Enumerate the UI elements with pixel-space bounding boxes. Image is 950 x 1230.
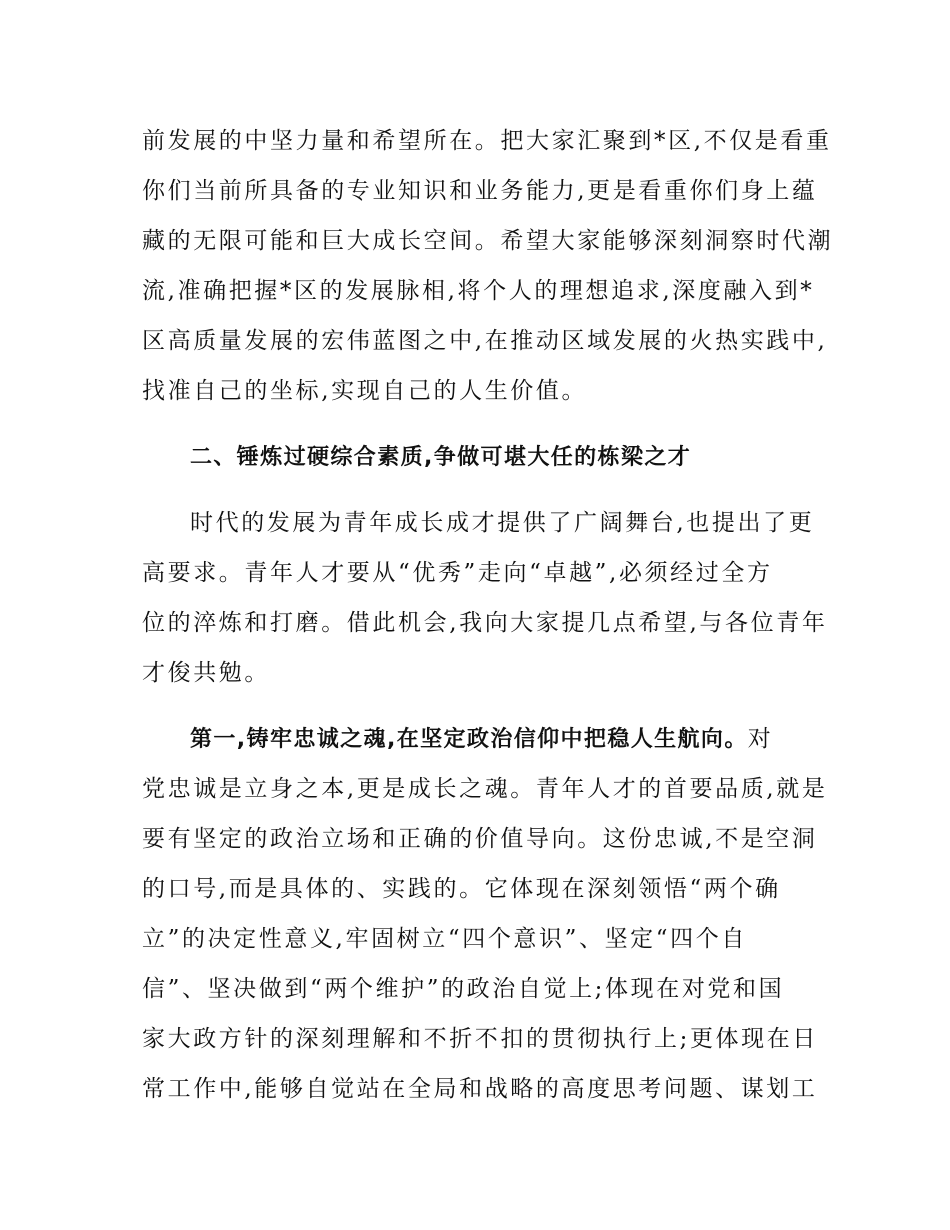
para1-line-3: 藏的无限可能和巨大成长空间。希望大家能够深刻洞察时代潮 bbox=[142, 228, 834, 254]
section-heading-2: 二、锤炼过硬综合素质,争做可堪大任的栋梁之才 bbox=[190, 445, 692, 470]
para3-line-4: 的口号,而是具体的、实践的。它体现在深刻领悟“两个确 bbox=[142, 876, 781, 902]
para3-lead-rest: 对 bbox=[747, 726, 774, 752]
para3-line-8: 常工作中,能够自觉站在全局和战略的高度思考问题、谋划工 bbox=[142, 1076, 818, 1102]
para2-line-1: 时代的发展为青年成长成才提供了广阔舞台,也提出了更 bbox=[190, 510, 815, 536]
para3-line-7: 家大政方针的深刻理解和不折不扣的贯彻执行上;更体现在日 bbox=[142, 1026, 818, 1052]
para1-line-1: 前发展的中坚力量和希望所在。把大家汇聚到*区,不仅是看重 bbox=[142, 128, 832, 154]
para3-line-1 bbox=[190, 724, 773, 755]
para3-line-3: 要有坚定的政治立场和正确的价值导向。这份忠诚,不是空洞 bbox=[142, 826, 818, 852]
para1-line-6: 找准自己的坐标,实现自己的人生价值。 bbox=[142, 378, 588, 404]
para3-line-6: 信”、坚决做到“两个维护”的政治自觉上;体现在对党和国 bbox=[142, 976, 785, 1002]
para2-line-3: 位的淬炼和打磨。借此机会,我向大家提几点希望,与各位青年 bbox=[142, 610, 828, 636]
para1-line-4: 流,准确把握*区的发展脉相,将个人的理想追求,深度融入到* bbox=[142, 278, 815, 304]
para2-line-2: 高要求。青年人才要从“优秀”走向“卓越”,必须经过全方 bbox=[142, 560, 773, 586]
para1-line-2: 你们当前所具备的专业知识和业务能力,更是看重你们身上蕴 bbox=[142, 178, 818, 204]
para3-line-5: 立”的决定性意义,牢固树立“四个意识”、坚定“四个自 bbox=[142, 926, 747, 952]
para2-line-4: 才俊共勉。 bbox=[142, 660, 270, 686]
para1-line-5: 区高质量发展的宏伟蓝图之中,在推动区域发展的火热实践中, bbox=[142, 328, 828, 354]
para3-line-2: 党忠诚是立身之本,更是成长之魂。青年人才的首要品质,就是 bbox=[142, 776, 828, 802]
para3-lead-bold: 第一,铸牢忠诚之魂,在坚定政治信仰中把稳人生航向。 bbox=[190, 727, 748, 752]
